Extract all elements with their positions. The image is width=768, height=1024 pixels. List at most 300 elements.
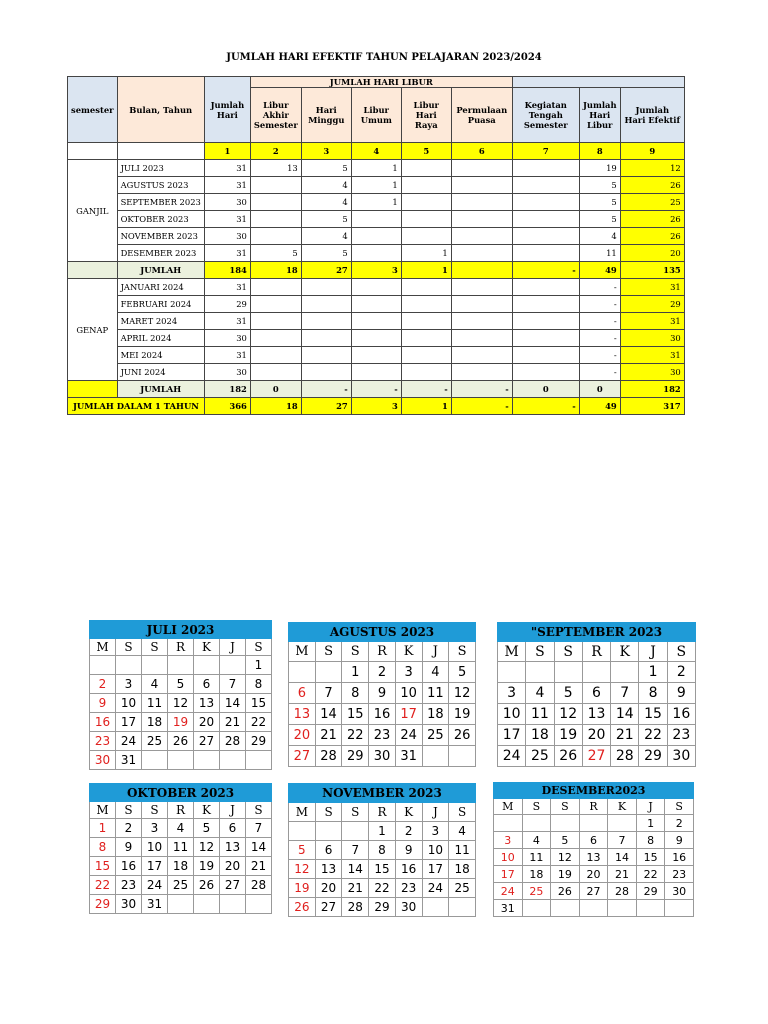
value-cell: 11 [579,245,620,262]
calendar-day [579,815,608,832]
subtotal-row [68,381,685,398]
calendar-day: 8 [90,838,116,857]
calendar-day: 26 [551,883,580,900]
calendar-day: 15 [342,704,369,725]
day-header: R [369,642,396,662]
calendar-day: 12 [449,683,476,704]
year-total-row [68,398,685,415]
day-header: M [289,642,316,662]
header-bulan: Bulan, Tahun [117,77,204,143]
subtotal-label: JUMLAH [117,381,204,398]
calendar-day: 24 [422,879,449,898]
header-libur-raya: Libur Hari Raya [401,88,451,143]
year-total-value: 317 [620,398,684,415]
month-cell: MARET 2024 [117,313,204,330]
subtotal-value: - [301,381,351,398]
value-cell: 5 [301,160,351,177]
calendar-day: 22 [639,725,667,746]
calendar-day: 1 [246,656,272,675]
calendar-day: 10 [494,849,523,866]
column-number: 2 [250,143,301,160]
year-total-value: 366 [204,398,250,415]
calendar-day [194,895,220,914]
day-header: M [498,642,526,662]
calendar-day: 24 [498,746,526,767]
value-cell [250,228,301,245]
value-cell [351,330,401,347]
month-cell: JUNI 2024 [117,364,204,381]
calendar-2 [497,622,696,767]
calendar-day: 16 [667,704,695,725]
calendar-day: 7 [342,841,369,860]
value-cell: 30 [620,330,684,347]
header-libur-umum: Libur Umum [351,88,401,143]
calendar-day [498,662,526,683]
value-cell: 1 [351,160,401,177]
calendar-day: 21 [608,866,637,883]
calendar-day: 4 [449,822,476,841]
calendar-day: 2 [90,675,116,694]
calendar-title: "SEPTEMBER 2023 [498,623,696,642]
value-cell: 31 [620,347,684,364]
calendar-day: 14 [608,849,637,866]
calendar-day: 21 [342,879,369,898]
num-blank [117,143,204,160]
month-cell: MEI 2024 [117,347,204,364]
header-libur-akhir: Libur Akhir Semester [250,88,301,143]
calendar-day [522,900,551,917]
day-header: R [582,642,610,662]
calendar-day: 9 [667,683,695,704]
value-cell: 12 [620,160,684,177]
value-cell [250,211,301,228]
calendar-day [168,751,194,770]
value-cell [301,330,351,347]
day-header: R [168,802,194,819]
value-cell: - [579,347,620,364]
value-cell: 5 [579,194,620,211]
calendar-day: 2 [116,819,142,838]
table-row [68,177,685,194]
calendar-day: 31 [395,746,422,767]
day-header: S [116,802,142,819]
value-cell [351,279,401,296]
calendar-day: 10 [395,683,422,704]
semester-label: GANJIL [68,160,118,262]
value-cell: 30 [620,364,684,381]
calendar-day [522,815,551,832]
calendar-day: 27 [289,746,316,767]
calendar-title: NOVEMBER 2023 [289,784,476,803]
calendar-day: 2 [369,662,396,683]
calendar-0 [89,620,272,770]
calendar-day: 22 [636,866,665,883]
calendar-day: 6 [289,683,316,704]
value-cell: 25 [620,194,684,211]
calendar-day: 21 [611,725,639,746]
calendar-day [554,662,582,683]
value-cell: 31 [204,279,250,296]
value-cell: 1 [401,245,451,262]
calendar-day: 23 [116,876,142,895]
subtotal-blank [68,381,118,398]
value-cell: 19 [579,160,620,177]
day-header: K [611,642,639,662]
day-header: J [639,642,667,662]
day-header: S [342,803,369,822]
day-header: S [522,799,551,815]
subtotal-value: - [512,262,579,279]
year-total-value: 27 [301,398,351,415]
day-header: S [315,803,342,822]
calendar-day [90,656,116,675]
calendar-day: 15 [636,849,665,866]
calendar-day: 11 [142,694,168,713]
column-number: 1 [204,143,250,160]
calendar-day [551,900,580,917]
value-cell: 29 [620,296,684,313]
day-header: J [422,642,449,662]
calendar-day: 27 [194,732,220,751]
calendar-day: 2 [667,662,695,683]
calendar-day: 18 [526,725,554,746]
subtotal-value: 182 [204,381,250,398]
calendar-day: 23 [395,879,422,898]
calendar-day [342,822,369,841]
calendar-day: 25 [168,876,194,895]
month-cell: SEPTEMBER 2023 [117,194,204,211]
calendar-day: 13 [289,704,316,725]
calendar-day: 13 [194,694,220,713]
calendar-day: 26 [554,746,582,767]
value-cell [451,194,512,211]
value-cell: 13 [250,160,301,177]
column-number: 6 [451,143,512,160]
calendar-day: 13 [220,838,246,857]
calendar-day [608,815,637,832]
calendar-day: 25 [526,746,554,767]
calendar-day: 20 [194,713,220,732]
day-header: M [90,802,116,819]
calendar-day: 25 [422,725,449,746]
calendar-day: 14 [220,694,246,713]
value-cell [451,160,512,177]
calendar-day: 28 [611,746,639,767]
calendar-day [142,751,168,770]
value-cell: 30 [204,228,250,245]
value-cell [512,330,579,347]
day-header: S [554,642,582,662]
calendar-day: 23 [665,866,694,883]
table-row [68,296,685,313]
subtotal-value [451,262,512,279]
calendar-title: DESEMBER2023 [494,783,694,799]
calendar-day [168,656,194,675]
calendar-day: 29 [90,895,116,914]
calendar-5 [493,782,694,917]
value-cell [401,177,451,194]
calendar-day: 14 [342,860,369,879]
calendar-day: 18 [449,860,476,879]
day-header: R [579,799,608,815]
month-cell: AGUSTUS 2023 [117,177,204,194]
value-cell [401,347,451,364]
table-row [68,364,685,381]
calendar-day: 2 [665,815,694,832]
header-hari-minggu: Hari Minggu [301,88,351,143]
calendar-day: 17 [498,725,526,746]
calendar-day: 25 [522,883,551,900]
year-total-value: 1 [401,398,451,415]
calendar-day [315,822,342,841]
calendar-day: 28 [220,732,246,751]
value-cell: 30 [204,194,250,211]
calendar-1 [288,622,476,767]
calendar-day: 16 [116,857,142,876]
calendar-day: 27 [582,746,610,767]
calendar-day: 6 [315,841,342,860]
calendar-day [220,656,246,675]
calendar-day: 9 [116,838,142,857]
year-total-value: 3 [351,398,401,415]
semester-label: GENAP [68,279,118,381]
calendar-day: 21 [220,713,246,732]
calendar-day [220,751,246,770]
day-header: K [608,799,637,815]
day-header: M [494,799,523,815]
calendar-day: 4 [422,662,449,683]
calendar-day: 11 [422,683,449,704]
subtotal-value: 184 [204,262,250,279]
calendar-day: 29 [639,746,667,767]
value-cell: 5 [301,245,351,262]
calendar-3 [89,783,272,914]
value-cell: 31 [620,313,684,330]
value-cell [451,279,512,296]
table-row [68,228,685,245]
value-cell: 5 [301,211,351,228]
calendar-day: 30 [667,746,695,767]
calendar-day: 19 [449,704,476,725]
value-cell [250,313,301,330]
calendar-day: 29 [246,732,272,751]
calendar-day: 15 [90,857,116,876]
calendar-day: 15 [369,860,396,879]
calendar-day: 12 [551,849,580,866]
value-cell: 31 [204,245,250,262]
calendar-day: 26 [168,732,194,751]
value-cell [301,313,351,330]
calendar-day [289,822,316,841]
table-row [68,330,685,347]
calendar-day: 20 [315,879,342,898]
value-cell: 5 [579,177,620,194]
table-row [68,194,685,211]
column-number: 5 [401,143,451,160]
calendar-day [116,656,142,675]
value-cell [401,228,451,245]
calendar-day: 27 [220,876,246,895]
calendar-day [220,895,246,914]
header-jumlah-efektif: Jumlah Hari Efektif [620,88,684,143]
calendar-day: 11 [522,849,551,866]
calendar-day: 21 [315,725,342,746]
header-jumlah-hari: Jumlah Hari [204,77,250,143]
calendar-day: 13 [582,704,610,725]
calendar-day: 22 [369,879,396,898]
calendar-4 [288,783,476,917]
value-cell [301,347,351,364]
value-cell: 30 [204,364,250,381]
calendar-day: 17 [116,713,142,732]
calendar-day: 23 [90,732,116,751]
day-header: S [551,799,580,815]
calendar-day: 8 [246,675,272,694]
value-cell [512,194,579,211]
calendar-day: 8 [342,683,369,704]
effective-days-table [67,76,685,415]
day-header: M [90,639,116,656]
calendar-day: 15 [246,694,272,713]
calendar-day: 30 [665,883,694,900]
value-cell [250,177,301,194]
value-cell: - [579,313,620,330]
subtotal-blank [68,262,118,279]
value-cell [512,177,579,194]
column-number: 4 [351,143,401,160]
value-cell [512,279,579,296]
calendar-day [665,900,694,917]
calendar-day: 9 [369,683,396,704]
value-cell [250,364,301,381]
calendar-day: 20 [582,725,610,746]
day-header: S [142,639,168,656]
calendar-day: 20 [579,866,608,883]
day-header: R [369,803,396,822]
day-header: S [246,639,272,656]
value-cell: 4 [579,228,620,245]
header-libur-group: JUMLAH HARI LIBUR [250,77,512,88]
value-cell: 5 [579,211,620,228]
value-cell: 4 [301,228,351,245]
value-cell [401,211,451,228]
subtotal-value: 135 [620,262,684,279]
calendar-day: 7 [220,675,246,694]
calendar-day [289,662,316,683]
calendar-day: 8 [639,683,667,704]
day-header: J [422,803,449,822]
day-header: S [342,642,369,662]
value-cell: 31 [204,160,250,177]
value-cell [451,296,512,313]
calendar-day: 31 [116,751,142,770]
value-cell [351,211,401,228]
calendar-day: 19 [289,879,316,898]
calendar-day: 31 [142,895,168,914]
value-cell [512,245,579,262]
value-cell: 4 [301,194,351,211]
month-cell: FEBRUARI 2024 [117,296,204,313]
calendar-day: 16 [395,860,422,879]
calendar-day: 19 [194,857,220,876]
calendar-day: 31 [494,900,523,917]
value-cell: - [579,364,620,381]
calendar-day: 7 [246,819,272,838]
value-cell [451,364,512,381]
subtotal-label: JUMLAH [117,262,204,279]
day-header: S [449,642,476,662]
calendar-day: 22 [342,725,369,746]
calendar-day: 4 [526,683,554,704]
value-cell [401,330,451,347]
day-header: J [220,639,246,656]
calendar-title: JULI 2023 [90,621,272,639]
day-header: K [194,639,220,656]
calendar-day: 4 [142,675,168,694]
calendar-day: 10 [116,694,142,713]
value-cell [512,228,579,245]
calendar-day: 1 [369,822,396,841]
value-cell [250,194,301,211]
calendar-day: 11 [168,838,194,857]
calendar-day: 17 [422,860,449,879]
calendar-day: 12 [194,838,220,857]
table-row [68,160,685,177]
month-cell: JANUARI 2024 [117,279,204,296]
calendar-day [608,900,637,917]
calendar-day [449,898,476,917]
value-cell: - [579,296,620,313]
subtotal-value: - [401,381,451,398]
calendar-day: 25 [142,732,168,751]
year-total-value: 49 [579,398,620,415]
calendar-day: 10 [498,704,526,725]
value-cell [512,211,579,228]
calendar-day: 16 [369,704,396,725]
calendar-day: 7 [608,832,637,849]
value-cell: 1 [351,194,401,211]
calendar-day: 20 [220,857,246,876]
calendar-day: 10 [142,838,168,857]
calendar-day: 18 [522,866,551,883]
subtotal-value: 0 [512,381,579,398]
calendar-day [422,746,449,767]
day-header: S [665,799,694,815]
column-number: 8 [579,143,620,160]
subtotal-value: 3 [351,262,401,279]
calendar-day: 30 [369,746,396,767]
month-cell: NOVEMBER 2023 [117,228,204,245]
year-total-value: 18 [250,398,301,415]
subtotal-value: 182 [620,381,684,398]
calendar-day: 23 [369,725,396,746]
day-header: S [526,642,554,662]
calendar-day: 19 [554,725,582,746]
calendar-day: 6 [220,819,246,838]
calendar-day: 7 [315,683,342,704]
day-header: K [194,802,220,819]
calendar-day: 27 [579,883,608,900]
calendar-day [611,662,639,683]
calendar-day: 2 [395,822,422,841]
calendar-day: 3 [498,683,526,704]
year-total-value: - [512,398,579,415]
calendar-day: 22 [246,713,272,732]
calendar-day: 20 [289,725,316,746]
calendar-day: 9 [395,841,422,860]
calendar-day [142,656,168,675]
calendar-day: 18 [168,857,194,876]
